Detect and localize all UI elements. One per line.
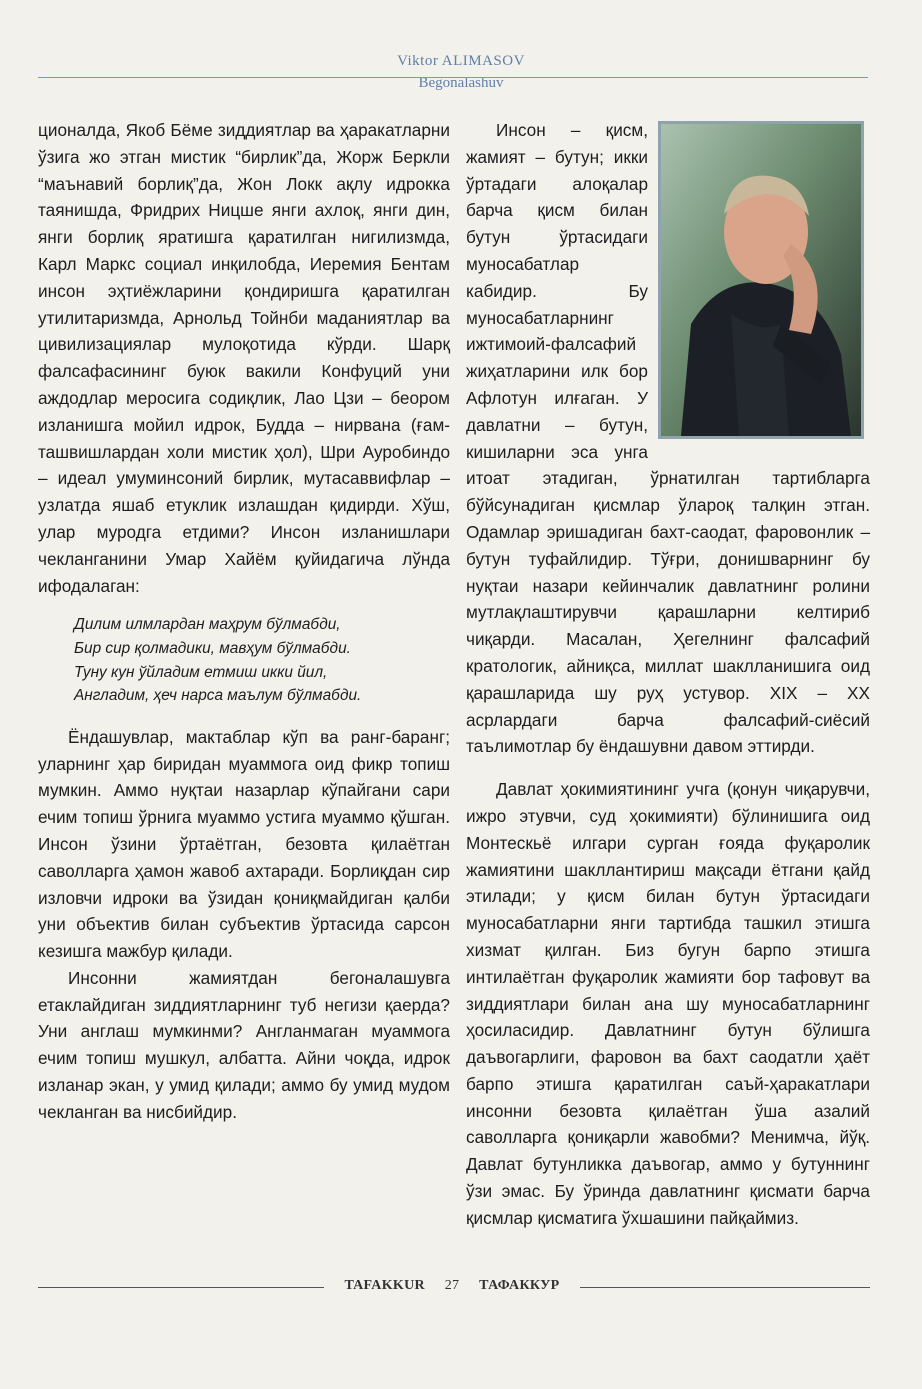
poem-line: Англадим, ҳеч нарса маълум бўлмабди.: [74, 687, 362, 705]
journal-name-cyrillic: ТАФАККУР: [479, 1278, 560, 1293]
footer-label: [324, 1278, 580, 1294]
page-footer: [38, 1278, 870, 1298]
left-column: [38, 117, 450, 1126]
page-number: 27: [444, 1278, 460, 1293]
right-paragraph-1: Инсон – қисм, жамият – бутун; икки ўртадаги алоқалар барча қисм билан бутун ўртасидаги муносабатлар кабидир. Бу муносабатларнинг ижтимоий-фалсафий жиҳатларини илк бор Афлотун илғаган. У давлатни – бутун, кишиларни эса унга итоат этадиган, ўрнатилган тартибларга бўйсунадиган қисмлар ўлароқ талқин этган. Одамлар эришадиган бахт-саодат, фаровонлик – бутун туфайлидир. Тўғри, донишварнинг бу нуқтаи назари кейинчалик давлатнинг ролини мутлақлаштирувчи қарашларни келтириб чиқарди. Масалан, Ҳегелнинг фалсафий кратологик, айниқса, миллат шаклланишига оид қарашларида шу руҳ устувор. XIX – XX асрлардаги барча фалсафий-сиёсий таълимотлар бу ёндашувни давом эттирди.: [466, 120, 870, 757]
poem-quote: [74, 613, 450, 707]
left-paragraph-3: Инсонни жамиятдан бегоналашувга етаклайдиган зиддиятларнинг туб негизи қаерда? Уни англаш мумкинми? Англанмаган муаммога ечим топиш мушкул, албатта. Айни чоқда, идрок изланар экан, у умид қилади; аммо бу умид мудом чекланган ва нисбийдир.: [38, 967, 450, 1122]
poem-line: Бир сир қолмадики, мавҳум бўлмабди.: [74, 639, 351, 657]
left-paragraph-1: ционалда, Якоб Бёме зиддиятлар ва ҳаракатларни ўзига жо этган мистик “бирлик”да, Жорж Беркли “маънавий борлиқ”да, Жон Локк ақлу идрокка таянишда, Фридрих Ницше янги ахлоқ, янги дин, янги борлиқ яратишга қаратилган нигилизмда, Карл Маркс социал инқилобда, Иеремия Бентам инсон эҳтиёжларини қондиришга қаратилган утилитаризмда, Арнольд Тойнби маданиятлар ва цивилизациялар мулоқотида кўрди. Шарқ фалсафасининг буюк вакили Конфуций уни аждодлар меросига содиқлик, Лао Цзи – беором изланишга мойил идрок, Будда – нирвана (ғам-ташвишлардан холи мистик ҳол), Шри Ауробиндо – идеал умуминсоний бирлик, мутасаввифлар – узлатда яшаб етуклик излашдан қидирди. Хўш, улар муродга етдими? Инсон изланишлари чекланганини Умар Хайём қуйидагича лўнда ифодалаган:: [38, 120, 450, 596]
right-paragraph-2: Давлат ҳокимиятининг учга (қонун чиқарувчи, ижро этувчи, суд ҳокимияти) бўлинишига оид Монтескьё илгари сурган ғояда фуқаролик жамиятини шакллантириш мақсади ётгани қайд этилади; у қисм билан бутун ўртасидаги муносабатларни янги тартибда ташкил этишга хизмат қилган. Биз бугун барпо этишга интилаётган фуқаролик жамияти бор тафовут ва зиддиятлари билан ана шу муносабатларнинг ҳосиласидир. Давлатнинг бутун бўлишга даъвогарлиги, фаровон ва бахт саодатли ҳаёт барпо этишга қаратилган саъй-ҳаракатлари инсонни безовта қилаётган ўша азалий саволларга қониқарли жавобми? Менимча, йўқ. Давлат бутунликка даъвогар, аммо у бутуннинг ўзи эмас. Бу ўринда давлатнинг қисмати барча қисмлар қисматига ўхшашини пайқаймиз.: [466, 779, 870, 1228]
author-portrait-photo: [658, 121, 864, 439]
header-divider: [38, 77, 868, 78]
poem-line: Дилим илмлардан маҳрум бўлмабди,: [74, 616, 341, 634]
journal-name-latin: TAFAKKUR: [344, 1278, 425, 1293]
footer-rule-left: [38, 1287, 324, 1288]
footer-rule-right: [580, 1287, 870, 1288]
portrait-illustration: [661, 124, 861, 436]
page-header: [0, 52, 922, 92]
right-column: [466, 117, 870, 1232]
left-paragraph-2: Ёндашувлар, мактаблар кўп ва ранг-баранг; уларнинг ҳар биридан муаммога оид фикр топиш мумкин. Аммо нуқтаи назарлар кўпайгани сари ечим топиш ўрнига муаммо устига муаммо қўшган. Инсон ўзини ўртаётган, безовта қилаётган саволларга ҳамон жавоб ахтаради. Борлиқдан сир изловчи идроки ва ўзидан қониқмайдиган қалби уни объектив билан субъектив ўртасида сарсон кезишга мажбур қилади.: [38, 726, 450, 962]
poem-line: Туну кун ўйладим етмиш икки йил,: [74, 663, 328, 681]
photo-frame: [658, 121, 870, 445]
article-title: Begonalashuv: [418, 75, 504, 91]
author-name: Viktor ALIMASOV: [397, 53, 525, 69]
